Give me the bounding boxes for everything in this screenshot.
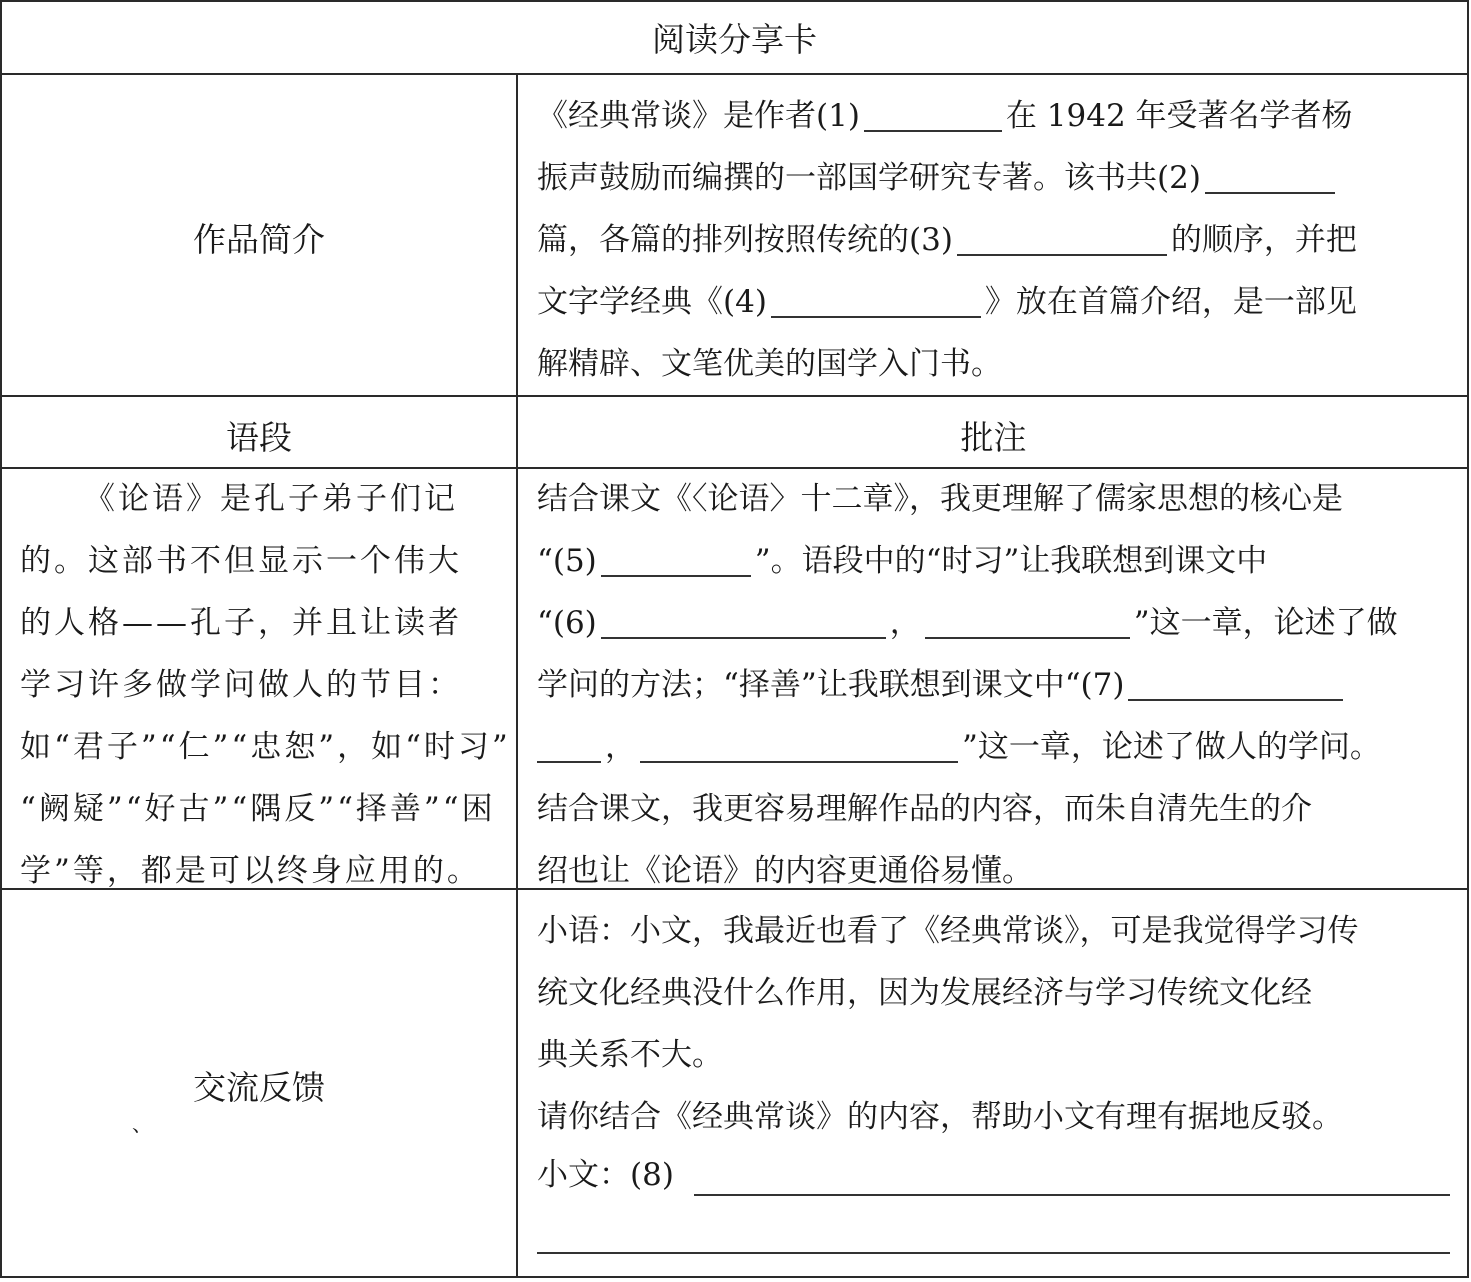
divider-title: [0, 73, 1469, 75]
intro-line-1a: 《经典常谈》是作者(1): [537, 98, 860, 134]
feedback-label: 交流反馈: [193, 1068, 325, 1107]
blank-5[interactable]: [601, 545, 751, 577]
passage-line: 学”等，都是可以终身应用的。: [20, 853, 481, 889]
annotation-line-3a: “(6): [537, 605, 597, 641]
blank-7b[interactable]: [537, 731, 601, 763]
intro-line-4a: 文字学经典《(4): [537, 284, 767, 320]
answer-line-8a[interactable]: [694, 1194, 1450, 1196]
feedback-line-5: 小文：(8): [537, 1157, 674, 1193]
annotation-label: 批注: [960, 418, 1027, 457]
annotation-line-2a: “(5): [537, 543, 597, 579]
annotation-line-5b: ”这一章，论述了做人的学问。: [962, 729, 1381, 765]
annotation-line-7: 绍也让《论语》的内容更通俗易懂。: [537, 853, 1033, 889]
intro-line-5: 解精辟、文笔优美的国学入门书。: [537, 346, 1002, 382]
feedback-line-2: 统文化经典没什么作用，因为发展经济与学习传统文化经: [537, 975, 1312, 1011]
feedback-line-1: 小语：小文，我最近也看了《经典常谈》，可是我觉得学习传: [537, 913, 1359, 949]
intro-line-4b: 》放在首篇介绍，是一部见: [984, 284, 1357, 320]
blank-7c[interactable]: [640, 731, 958, 763]
border-top: [0, 0, 1469, 2]
passage-label: 语段: [226, 418, 292, 457]
passage-text: [20, 468, 511, 902]
feedback-line-3: 典关系不大。: [537, 1037, 723, 1073]
intro-line-2a: 振声鼓励而编撰的一部国学研究专著。该书共(2): [537, 160, 1201, 196]
passage-line: 如“君子”“仁”“忠恕”，如“时习”: [20, 729, 511, 765]
intro-line-1b: 在 1942 年受著名学者杨: [1005, 98, 1353, 134]
stray-mark: 、: [132, 1112, 152, 1136]
annotation-line-6: 结合课文，我更容易理解作品的内容，而朱自清先生的介: [537, 791, 1312, 827]
intro-text: [537, 85, 1449, 395]
annotation-line-5a: ，: [605, 729, 636, 765]
blank-7a[interactable]: [1128, 669, 1343, 701]
intro-line-3a: 篇，各篇的排列按照传统的(3): [537, 222, 953, 258]
blank-6b[interactable]: [925, 607, 1130, 639]
blank-6a[interactable]: [601, 607, 886, 639]
annotation-line-2b: ”。语段中的“时习”让我联想到课文中: [754, 543, 1268, 579]
border-bottom: [0, 1276, 1469, 1278]
passage-line: 的。这部书不但显示一个伟大: [20, 543, 462, 579]
annotation-text: [537, 468, 1449, 902]
answer-line-8b[interactable]: [537, 1252, 1450, 1254]
passage-line: 学习许多做学问做人的节目：: [20, 667, 462, 703]
blank-2[interactable]: [1205, 162, 1335, 194]
annotation-line-3c: ”这一章，论述了做: [1133, 605, 1398, 641]
passage-line: 的人格——孔子，并且让读者: [20, 605, 462, 641]
annotation-line-1: 结合课文《〈论语〉十二章》，我更理解了儒家思想的核心是: [537, 481, 1343, 517]
feedback-text: [537, 900, 1449, 1206]
intro-line-3b: 的顺序，并把: [1170, 222, 1357, 258]
blank-1[interactable]: [864, 100, 1002, 132]
intro-label: 作品简介: [193, 220, 325, 259]
card-title: 阅读分享卡: [652, 20, 817, 59]
annotation-line-3b: ，: [889, 605, 921, 641]
annotation-line-4a: 学问的方法；“择善”让我联想到课文中“(7): [537, 667, 1125, 703]
divider-intro: [0, 395, 1469, 397]
passage-line: 《论语》是孔子弟子们记: [84, 481, 458, 517]
passage-line: “阙疑”“好古”“隅反”“择善”“困: [20, 791, 496, 827]
blank-3[interactable]: [957, 224, 1167, 256]
blank-4[interactable]: [771, 286, 981, 318]
border-right: [1467, 0, 1469, 1278]
feedback-line-4: 请你结合《经典常谈》的内容，帮助小文有理有据地反驳。: [537, 1099, 1343, 1135]
